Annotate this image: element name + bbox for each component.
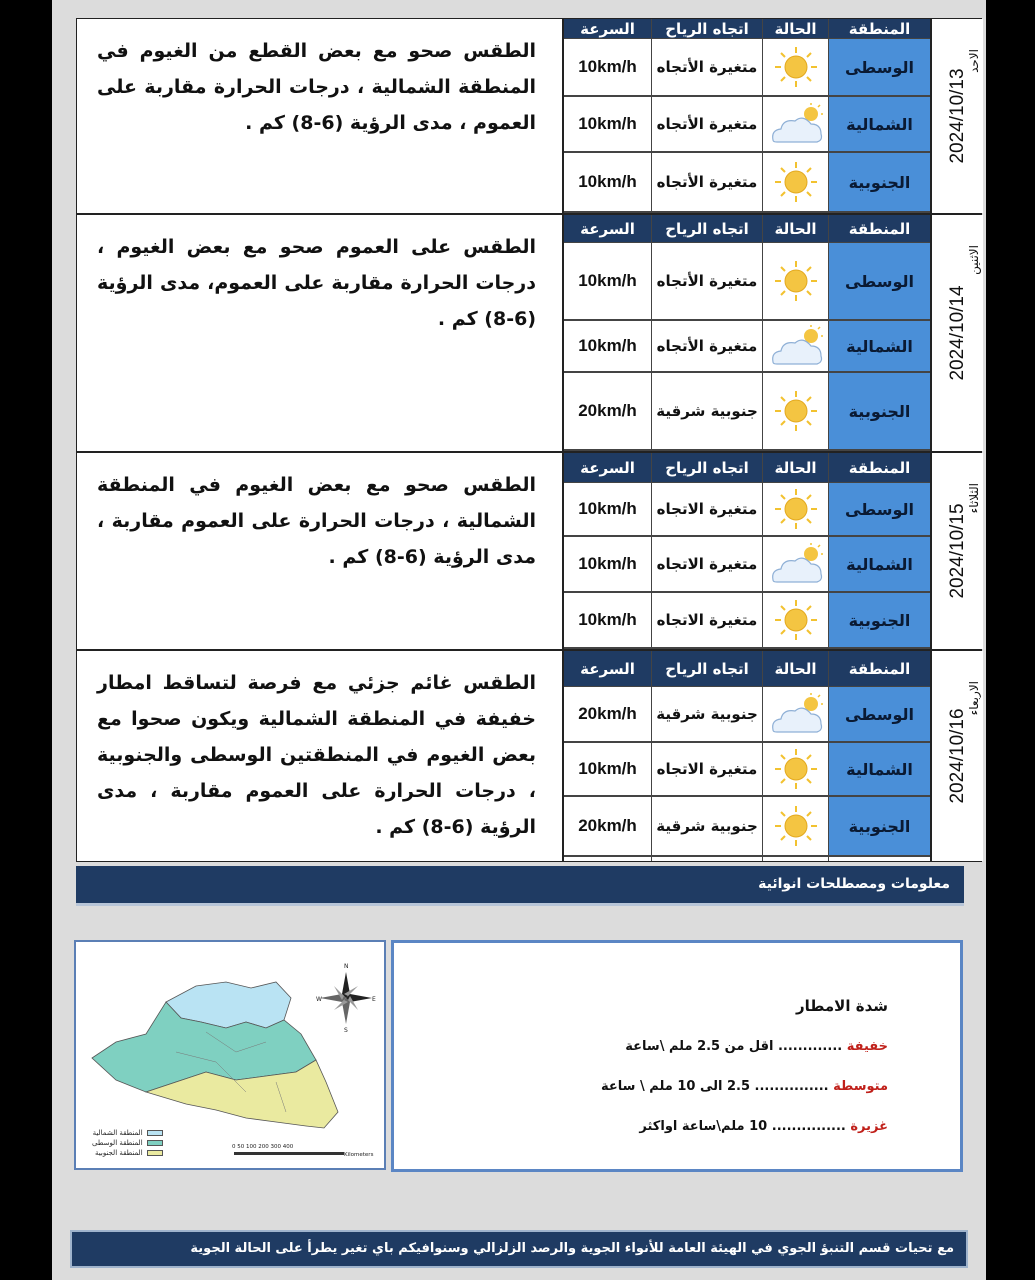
day-description: الطقس صحو مع بعض الغيوم في المنطقة الشمالية ، درجات الحرارة على العموم مقاربة ، مدى الرؤية (6-8) كم . [77, 453, 564, 649]
rain-intensity-box [391, 940, 963, 1172]
region-cell: الجنوبية [829, 153, 930, 213]
date-column [930, 19, 983, 213]
speed-cell: 20km/h [564, 797, 651, 857]
region-map [74, 940, 386, 1170]
speed-cell: 10km/h [564, 97, 651, 153]
partly-cloudy-icon [767, 102, 825, 146]
rain-level-moderate: متوسطة ............... 2.5 الى 10 ملم \ ساعة [601, 1079, 888, 1094]
compass-e: E [372, 996, 376, 1003]
day-table [564, 215, 930, 451]
weather-state-cell [763, 321, 828, 373]
weather-state-header: الحالة [763, 19, 828, 39]
weather-state-cell [763, 593, 828, 649]
region-cell: الشمالية [829, 743, 930, 797]
wind-direction-header: اتجاه الرياح [652, 453, 762, 483]
region-column [828, 19, 930, 213]
day-description: الطقس صحو مع بعض القطع من الغيوم في المنطقة الشمالية ، درجات الحرارة مقاربة على العموم ، مدى الرؤية (6-8) كم . [77, 19, 564, 213]
speed-cell: 10km/h [564, 321, 651, 373]
speed-header: السرعة [564, 19, 651, 39]
compass-w: W [316, 996, 322, 1003]
speed-column [564, 215, 651, 451]
speed-cell: 10km/h [564, 153, 651, 213]
sun-icon [767, 45, 825, 89]
footer-bar [70, 1230, 968, 1268]
wind-direction-column [651, 651, 762, 861]
wind-direction-cell: متغيرة الأتجاه [652, 243, 762, 321]
info-title-bar [76, 866, 964, 906]
forecast-date: 2024/10/14 [946, 285, 968, 381]
wind-direction-cell: جنوبية شرقية [652, 373, 762, 451]
sun-icon [767, 747, 825, 791]
region-cell: الوسطى [829, 39, 930, 97]
legend-item-north: المنطقة الشمالية [92, 1128, 163, 1138]
legend-item-central: المنطقة الوسطى [92, 1138, 163, 1148]
day-table [564, 19, 930, 213]
forecast-date: 2024/10/15 [946, 503, 968, 599]
wind-direction-cell: متغيرة الأتجاه [652, 97, 762, 153]
forecast-date: 2024/10/13 [946, 68, 968, 164]
weather-state-column [762, 651, 828, 861]
partly-cloudy-icon [767, 324, 825, 368]
region-cell: الشمالية [829, 97, 930, 153]
region-cell: الشمالية [829, 537, 930, 593]
rain-title: شدة الامطار [796, 997, 888, 1015]
speed-cell: 10km/h [564, 483, 651, 537]
region-header: المنطقة [829, 215, 930, 243]
sun-icon [767, 259, 825, 303]
day-block [76, 214, 982, 452]
region-cell: الجنوبية [829, 797, 930, 857]
speed-cell: 10km/h [564, 243, 651, 321]
speed-header: السرعة [564, 215, 651, 243]
region-column [828, 651, 930, 861]
wind-direction-cell: جنوبية شرقية [652, 797, 762, 857]
map-scale-unit: Kilometers [344, 1152, 374, 1158]
sun-icon [767, 804, 825, 848]
region-cell: الوسطى [829, 687, 930, 743]
compass-n: N [344, 963, 349, 970]
weather-state-header: الحالة [763, 453, 828, 483]
wind-direction-cell: متغيرة الأتجاه [652, 39, 762, 97]
weather-state-cell [763, 243, 828, 321]
weather-state-cell [763, 687, 828, 743]
region-header: المنطقة [829, 453, 930, 483]
rain-level-heavy: غزيرة ............... 10 ملم\ساعة اواكثر [639, 1119, 888, 1134]
wind-direction-header: اتجاه الرياح [652, 19, 762, 39]
weather-state-cell [763, 373, 828, 451]
speed-header: السرعة [564, 453, 651, 483]
speed-header: السرعة [564, 651, 651, 687]
region-column [828, 215, 930, 451]
rain-level-light: خفيفة ............. اقل من 2.5 ملم \ساعة [625, 1039, 888, 1054]
speed-column [564, 453, 651, 649]
wind-direction-column [651, 19, 762, 213]
speed-cell: 10km/h [564, 593, 651, 649]
day-name: الاحد [967, 49, 981, 73]
day-block [76, 18, 982, 214]
weather-state-header: الحالة [763, 215, 828, 243]
sun-icon [767, 160, 825, 204]
legend-swatch-south [147, 1150, 163, 1156]
weather-state-header: الحالة [763, 651, 828, 687]
info-title: معلومات ومصطلحات انوائية [758, 876, 950, 892]
sun-icon [767, 389, 825, 433]
map-legend [92, 1128, 163, 1158]
legend-swatch-central [147, 1140, 163, 1146]
wind-direction-cell: متغيرة الاتجاه [652, 743, 762, 797]
weather-state-cell [763, 797, 828, 857]
region-cell: الوسطى [829, 483, 930, 537]
speed-cell: 10km/h [564, 743, 651, 797]
wind-direction-cell: متغيرة الاتجاه [652, 537, 762, 593]
footer-text: مع تحيات قسم التنبؤ الجوي في الهيئة العامة للأنواء الجوية والرصد الزلزالي وسنوافيكم باي تغير يطرأ على الحالة الجوية [190, 1241, 954, 1256]
day-description: الطقس على العموم صحو مع بعض الغيوم ، درجات الحرارة مقاربة على العموم، مدى الرؤية (6-8) كم . [77, 215, 564, 451]
region-header: المنطقة [829, 19, 930, 39]
weather-state-cell [763, 39, 828, 97]
weather-state-column [762, 215, 828, 451]
sun-icon [767, 487, 825, 531]
wind-direction-column [651, 215, 762, 451]
wind-direction-column [651, 453, 762, 649]
region-header: المنطقة [829, 651, 930, 687]
wind-direction-cell: متغيرة الاتجاه [652, 593, 762, 649]
weather-state-column [762, 453, 828, 649]
speed-column [564, 19, 651, 213]
speed-cell: 10km/h [564, 39, 651, 97]
day-table [564, 453, 930, 649]
wind-direction-header: اتجاه الرياح [652, 215, 762, 243]
partly-cloudy-icon [767, 542, 825, 586]
day-name: الاربعاء [967, 681, 981, 716]
weather-state-cell [763, 97, 828, 153]
region-cell: الجنوبية [829, 593, 930, 649]
day-block [76, 452, 982, 650]
speed-cell: 20km/h [564, 373, 651, 451]
day-table [564, 651, 930, 861]
region-cell: الشمالية [829, 321, 930, 373]
weather-state-cell [763, 153, 828, 213]
wind-direction-header: اتجاه الرياح [652, 651, 762, 687]
weather-state-cell [763, 537, 828, 593]
speed-column [564, 651, 651, 861]
speed-cell: 20km/h [564, 687, 651, 743]
compass-s: S [344, 1027, 348, 1034]
day-block [76, 650, 982, 862]
region-column [828, 453, 930, 649]
legend-item-south: المنطقة الجنوبية [92, 1148, 163, 1158]
weather-state-cell [763, 743, 828, 797]
date-column [930, 453, 983, 649]
forecast-table [76, 18, 986, 862]
wind-direction-cell: جنوبية شرقية [652, 687, 762, 743]
wind-direction-cell: متغيرة الاتجاه [652, 483, 762, 537]
date-column [930, 215, 983, 451]
day-description: الطقس غائم جزئي مع فرصة لتساقط امطار خفيفة في المنطقة الشمالية ويكون صحوا مع بعض الغيوم في المنطقتين الوسطى والجنوبية ، درجات الحرارة على العموم مقاربة ، مدى الرؤية (6-8) كم . [77, 651, 564, 861]
date-column [930, 651, 983, 861]
day-name: الاثنين [967, 245, 981, 275]
forecast-date: 2024/10/16 [946, 708, 968, 804]
speed-cell: 10km/h [564, 537, 651, 593]
region-cell: الوسطى [829, 243, 930, 321]
wind-direction-cell: متغيرة الأتجاه [652, 321, 762, 373]
partly-cloudy-icon [767, 692, 825, 736]
weather-state-cell [763, 483, 828, 537]
map-scale: 0 50 100 200 300 400 [232, 1144, 294, 1150]
day-name: الثلاثاء [967, 483, 981, 514]
wind-direction-cell: متغيرة الأتجاه [652, 153, 762, 213]
sun-icon [767, 598, 825, 642]
legend-swatch-north [147, 1130, 163, 1136]
weather-state-column [762, 19, 828, 213]
region-cell: الجنوبية [829, 373, 930, 451]
